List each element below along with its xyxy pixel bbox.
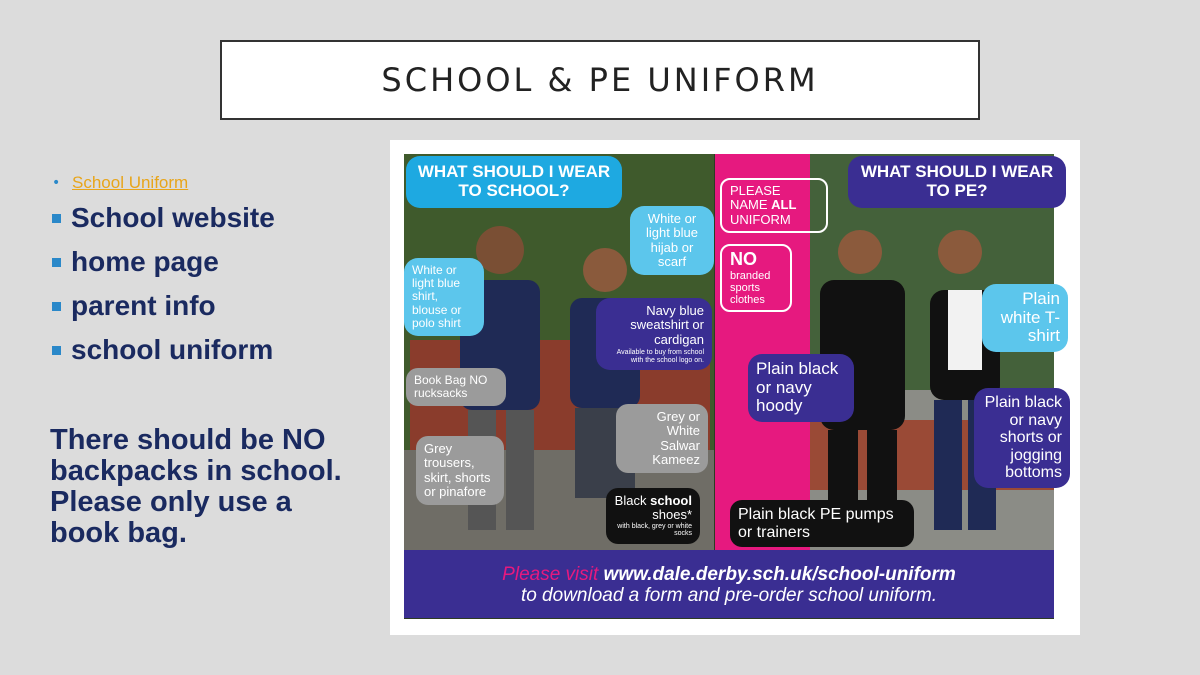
- name-uniform-pre: PLEASE NAME: [730, 183, 781, 213]
- trousers-bubble: [416, 436, 504, 505]
- no-branded-box: [720, 244, 792, 312]
- slide-title-box: [220, 40, 980, 120]
- uniform-poster-image: [390, 140, 1080, 635]
- bullet-item: [52, 328, 372, 372]
- tshirt-text: Plain white T-shirt: [1000, 289, 1060, 346]
- bookbag-text: Book Bag NO rucksacks: [414, 373, 488, 401]
- hoody-bubble: [748, 354, 854, 422]
- hijab-text: White or light blue hijab or scarf: [645, 211, 699, 269]
- no-branded-rest: branded sports clothes: [730, 269, 771, 306]
- footer-line2: to download a form and pre-order school uniform.: [520, 585, 938, 606]
- school-uniform-link[interactable]: School Uniform: [72, 173, 189, 192]
- pe-shorts-text: Plain black or navy shorts or jogging bottoms: [984, 394, 1062, 482]
- bullet-square-icon: [52, 302, 61, 311]
- shirt-text: White or light blue shirt, blouse or polo shirt: [412, 263, 462, 330]
- school-header-text: WHAT SHOULD I WEAR TO SCHOOL?: [417, 162, 611, 200]
- bullet-text: School website: [71, 202, 275, 233]
- salwar-text: Grey or White Salwar Kameez: [652, 409, 700, 467]
- shoes-post: shoes*: [652, 507, 692, 523]
- name-uniform-box: [720, 178, 828, 233]
- backpack-note: There should be NO backpacks in school. Please only use a book bag.: [50, 424, 342, 549]
- pe-header-bubble: [848, 156, 1066, 208]
- shoes-pre: Black: [614, 493, 647, 508]
- hijab-bubble: [630, 206, 714, 275]
- slide-title: SCHOOL & PE UNIFORM: [381, 61, 819, 99]
- pe-header-text: WHAT SHOULD I WEAR TO PE?: [860, 162, 1054, 200]
- name-uniform-post: UNIFORM: [730, 211, 791, 227]
- bullet-dot-icon: •: [52, 175, 61, 191]
- bullet-text: school uniform: [71, 334, 274, 365]
- salwar-bubble: [616, 404, 708, 473]
- shoes-small: with black, grey or white socks: [617, 522, 692, 538]
- bullet-item: [52, 240, 372, 284]
- bookbag-bubble: [406, 368, 506, 406]
- bullet-item: [52, 284, 372, 328]
- sweatshirt-bubble: [596, 298, 712, 370]
- sweatshirt-text: Navy blue sweatshirt or cardigan: [630, 303, 704, 347]
- school-header-bubble: [406, 156, 622, 208]
- bullet-square-icon: [52, 258, 61, 267]
- name-uniform-bold: ALL: [771, 197, 797, 213]
- bullet-item: [52, 196, 372, 240]
- hoody-text: Plain black or navy hoody: [756, 359, 839, 416]
- footer-url: www.dale.derby.sch.uk/school-uniform: [603, 564, 956, 585]
- bullet-link-item: [52, 170, 372, 196]
- footer-visit: Please visit: [502, 564, 604, 585]
- bullet-list: [52, 170, 372, 372]
- poster-footer: [404, 550, 1054, 618]
- bullet-square-icon: [52, 346, 61, 355]
- sweatshirt-small-text: Available to buy from school with the school logo on.: [616, 348, 704, 364]
- trousers-text: Grey trousers, skirt, shorts or pinafore: [424, 441, 491, 499]
- pumps-text: Plain black PE pumps or trainers: [738, 506, 894, 541]
- bullet-square-icon: [52, 214, 61, 223]
- shoes-bold: school: [650, 493, 692, 508]
- shirt-bubble: [404, 258, 484, 336]
- bullet-text: parent info: [71, 290, 216, 321]
- bullet-text: home page: [71, 246, 219, 277]
- shoes-bubble: [606, 488, 700, 544]
- pe-shorts-bubble: [974, 388, 1070, 488]
- pumps-bubble: [730, 500, 914, 547]
- no-branded-big: NO: [730, 249, 757, 269]
- tshirt-bubble: [982, 284, 1068, 352]
